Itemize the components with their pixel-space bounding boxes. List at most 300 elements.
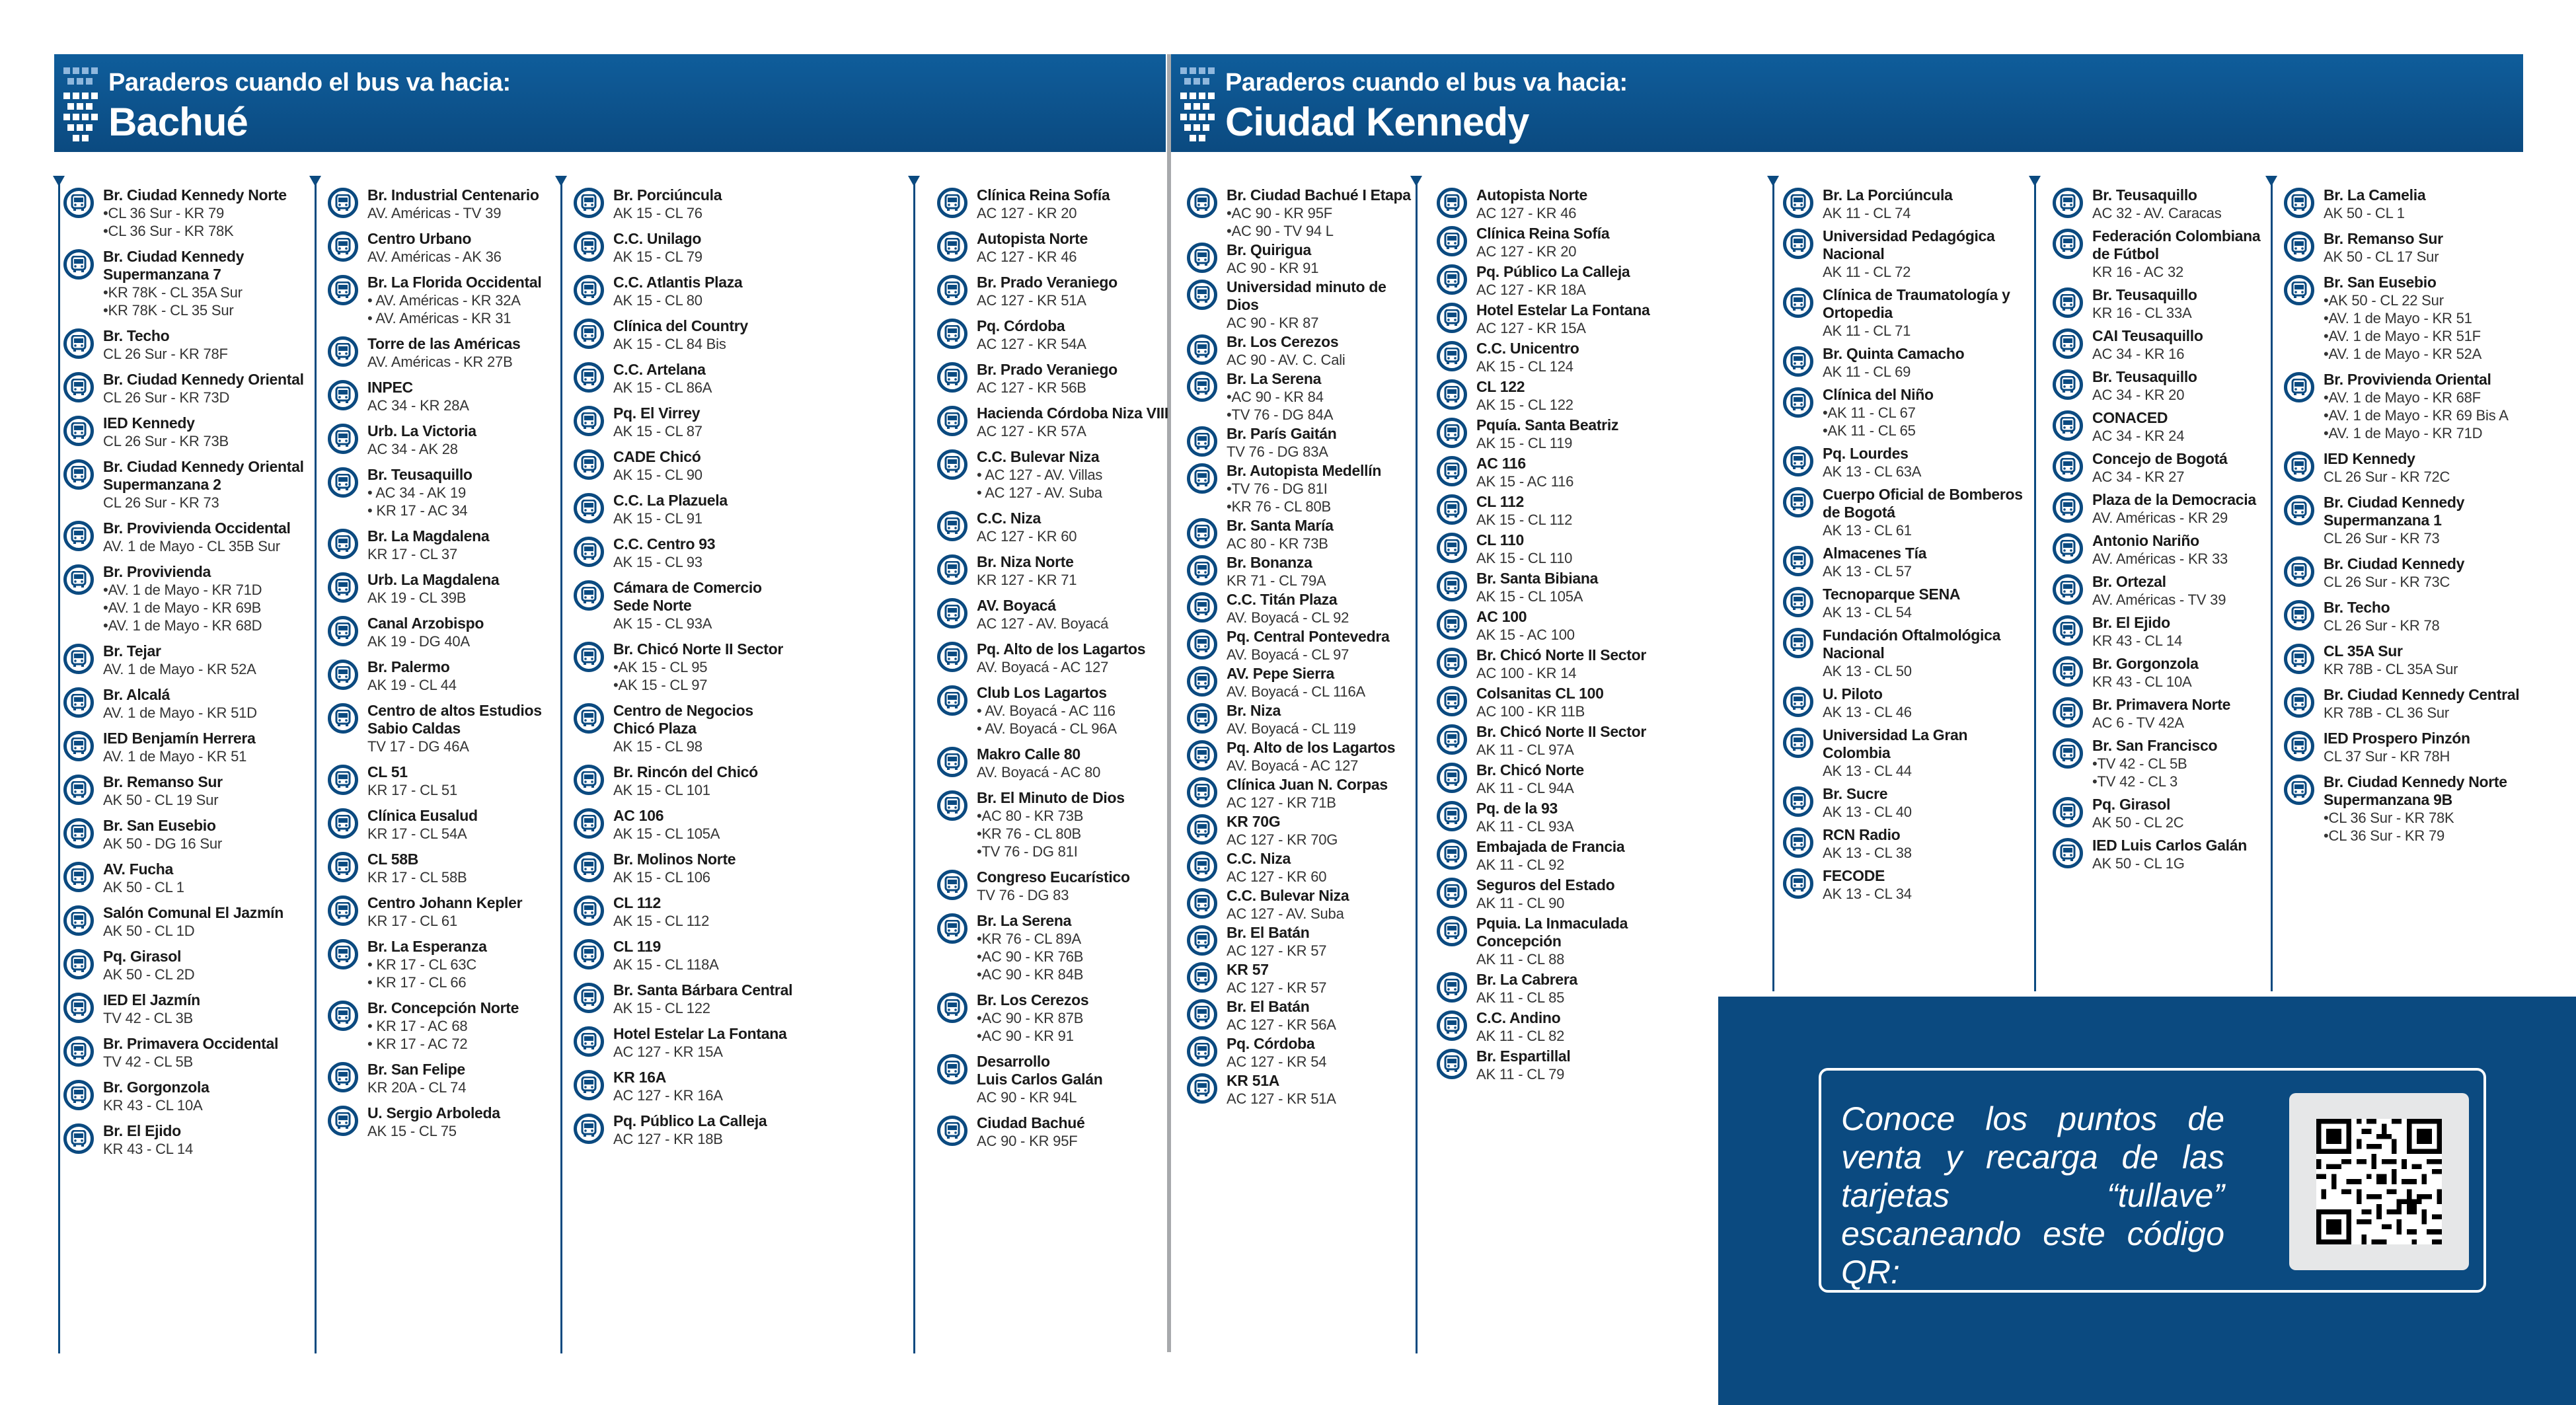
bus-stop-icon — [1437, 226, 1467, 256]
bus-stop-icon — [63, 1036, 94, 1067]
stop-item — [1783, 826, 2034, 862]
stop-name: RCN Radio — [1823, 826, 1901, 843]
bus-stop-icon — [2053, 492, 2083, 523]
stop-item — [2053, 368, 2277, 404]
bus-stop-icon — [328, 852, 358, 882]
stop-address: AC 127 - KR 71B — [1227, 794, 1336, 811]
bus-stop-icon — [2053, 410, 2083, 441]
stop-name: Pq. Central Pontevedra — [1227, 628, 1390, 645]
stop-name: Br. Ciudad Kennedy Supermanzana 7 — [103, 248, 245, 283]
stop-address: AK 11 - CL 74 — [1823, 205, 1911, 221]
stop-address: •TV 76 - DG 81I •KR 76 - CL 80B — [1227, 480, 1331, 515]
stop-address: AK 15 - CL 75 — [367, 1123, 457, 1139]
stop-address: AK 13 - CL 61 — [1823, 522, 1912, 539]
bus-stop-icon — [63, 249, 94, 280]
bus-stop-icon — [328, 1106, 358, 1136]
bus-stop-icon — [63, 564, 94, 595]
stop-address: AV. Américas - AK 36 — [367, 248, 502, 265]
stop-name: U. Piloto — [1823, 685, 1883, 702]
stop-name: Centro de Negocios Chicó Plaza — [613, 702, 753, 737]
bus-stop-icon — [937, 790, 967, 821]
stop-item — [63, 1079, 308, 1114]
stop-name: Br. El Ejido — [2092, 614, 2170, 631]
stop-item — [1187, 186, 1412, 240]
bus-stop-icon — [574, 983, 604, 1013]
stop-name: Br. Porciúncula — [613, 186, 722, 204]
bus-stop-icon — [1187, 592, 1217, 623]
bus-stop-icon — [1187, 188, 1217, 218]
stops-list — [1783, 186, 2034, 908]
stop-name: AV. Fucha — [103, 860, 173, 878]
stop-item — [2284, 730, 2568, 765]
stop-name: Pq. Lourdes — [1823, 445, 1909, 462]
stop-address: • AC 34 - AK 19 • KR 17 - AC 34 — [367, 484, 468, 519]
bus-stop-icon — [328, 660, 358, 690]
bus-stop-icon — [1187, 703, 1217, 734]
stop-item — [1437, 608, 1675, 644]
stop-item — [574, 317, 904, 353]
stop-name: Cámara de Comercio Sede Norte — [613, 579, 762, 614]
stop-name: C.C. Niza — [1227, 850, 1291, 867]
stop-name: Br. La Florida Occidental — [367, 274, 542, 291]
stop-item — [2053, 737, 2277, 790]
route-line — [1416, 184, 1418, 1353]
stop-item — [1187, 462, 1412, 515]
bus-stop-icon — [2284, 556, 2314, 587]
stop-item — [937, 361, 1168, 397]
stop-address: AC 34 - KR 27 — [2092, 469, 2185, 485]
stop-name: C.C. La Plazuela — [613, 492, 728, 509]
stop-name: Autopista Norte — [977, 230, 1088, 247]
stop-name: Br. Espartillal — [1476, 1047, 1571, 1065]
stop-name: Concejo de Bogotá — [2092, 450, 2228, 467]
stop-name: CL 119 — [613, 938, 661, 955]
stop-item — [1187, 961, 1412, 997]
stop-name: C.C. Atlantis Plaza — [613, 274, 743, 291]
stop-address: KR 20A - CL 74 — [367, 1079, 467, 1096]
stop-address: AK 15 - CL 80 — [613, 292, 702, 309]
stop-item — [2284, 494, 2568, 547]
stop-item — [2053, 409, 2277, 445]
stop-name: Pq. Público La Calleja — [613, 1112, 767, 1129]
stop-address: AC 100 - KR 11B — [1476, 703, 1585, 720]
stop-item — [2053, 450, 2277, 486]
header-destination: Bachué — [108, 100, 248, 144]
stop-item — [1783, 627, 2034, 680]
stop-item — [937, 745, 1168, 781]
stop-name: Federación Colombiana de Fútbol — [2092, 227, 2261, 262]
stop-name: Br. Bonanza — [1227, 554, 1312, 571]
stop-item — [2053, 286, 2277, 322]
stop-address: •AC 90 - KR 87B •AC 90 - KR 91 — [977, 1010, 1084, 1044]
stop-name: Clínica del Country — [613, 317, 748, 334]
stop-item — [574, 361, 904, 397]
qr-code-icon[interactable] — [2316, 1119, 2442, 1244]
stop-item — [1783, 726, 2034, 780]
stop-name: Pq. Público La Calleja — [1476, 263, 1630, 280]
stop-name: AV. Boyacá — [977, 597, 1056, 614]
stop-address: AK 15 - CL 93 — [613, 554, 702, 570]
stop-item — [1437, 378, 1675, 414]
stop-address: CL 26 Sur - KR 73 — [103, 494, 219, 511]
stop-address: •AV. 1 de Mayo - KR 71D •AV. 1 de Mayo - KR 69B •AV. 1 de Mayo - KR 68D — [103, 582, 262, 634]
stop-item — [63, 1122, 308, 1158]
bus-stop-icon — [328, 380, 358, 410]
stop-name: C.C. Unilago — [613, 230, 702, 247]
bus-stop-icon — [1783, 387, 1813, 418]
bus-stop-icon — [1783, 229, 1813, 259]
bus-stop-icon — [2053, 287, 2083, 318]
stop-address: AV. Boyacá - CL 116A — [1227, 683, 1366, 700]
stop-name: Br. París Gaitán — [1227, 425, 1337, 442]
stop-name: Salón Comunal El Jazmín — [103, 904, 284, 921]
stop-address: AC 127 - KR 54 — [1227, 1053, 1327, 1070]
stop-address: KR 78B - CL 35A Sur — [2324, 661, 2458, 677]
stop-item — [328, 658, 552, 694]
stop-name: Br. Los Cerezos — [1227, 333, 1339, 350]
stop-name: Br. Autopista Medellín — [1227, 462, 1382, 479]
bus-stop-icon — [63, 372, 94, 402]
stop-address: AK 15 - CL 91 — [613, 510, 702, 527]
stop-name: Br. Chicó Norte — [1476, 761, 1584, 778]
stop-address: •AK 11 - CL 67 •AK 11 - CL 65 — [1823, 404, 1916, 439]
stop-address: KR 17 - CL 58B — [367, 869, 467, 886]
stop-address: AV. Américas - KR 27B — [367, 354, 513, 370]
bus-stop-icon — [574, 808, 604, 839]
stop-item — [574, 448, 904, 484]
stop-item — [2284, 555, 2568, 591]
stop-item — [1783, 445, 2034, 480]
stop-item — [1783, 227, 2034, 281]
stop-name: Br. Chicó Norte II Sector — [613, 640, 784, 658]
bus-stop-icon — [1437, 916, 1467, 946]
stop-name: Br. Ciudad Kennedy Norte Supermanzana 9B — [2324, 773, 2507, 808]
bus-stop-icon — [937, 319, 967, 349]
bus-stop-icon — [1437, 763, 1467, 793]
stop-name: C.C. Andino — [1476, 1009, 1561, 1026]
stop-address: AK 15 - CL 105A — [613, 825, 720, 842]
stop-item — [1187, 776, 1412, 812]
bus-stop-icon — [1187, 371, 1217, 402]
stop-item — [63, 642, 308, 678]
stop-address: AC 127 - KR 54A — [977, 336, 1086, 352]
stop-name: Br. Ciudad Bachué I Etapa — [1227, 186, 1411, 204]
bus-stop-icon — [937, 275, 967, 305]
stop-address: AK 50 - DG 16 Sur — [103, 835, 223, 852]
stop-name: Club Los Lagartos — [977, 684, 1107, 701]
stop-name: Clínica Reina Sofía — [1476, 225, 1610, 242]
stop-item — [328, 1104, 552, 1140]
bus-stop-icon — [937, 642, 967, 672]
stop-address: AK 50 - CL 1G — [2092, 855, 2185, 872]
header-subtitle: Paraderos cuando el bus va hacia: — [1225, 69, 1628, 96]
stop-name: Br. Gorgonzola — [103, 1079, 209, 1096]
stop-address: AC 127 - KR 16A — [613, 1087, 723, 1104]
stop-item — [574, 492, 904, 527]
bus-stop-icon — [63, 521, 94, 551]
stop-address: AC 127 - KR 18B — [613, 1131, 723, 1147]
stop-name: Br. Ciudad Kennedy Norte — [103, 186, 287, 204]
bus-stop-icon — [1187, 777, 1217, 808]
stop-name: KR 16A — [613, 1069, 667, 1086]
stop-item — [1187, 813, 1412, 849]
stop-name: Br. San Eusebio — [2324, 274, 2437, 291]
stop-address: •AV. 1 de Mayo - KR 68F •AV. 1 de Mayo - KR 69 Bis A •AV. 1 de Mayo - KR 71D — [2324, 389, 2509, 441]
stops-list — [2284, 186, 2568, 853]
stop-item — [1783, 286, 2034, 340]
stop-address: • KR 17 - AC 68 • KR 17 - AC 72 — [367, 1018, 468, 1052]
stop-name: Br. Provivienda Occidental — [103, 519, 291, 537]
stop-item — [1437, 685, 1675, 720]
stop-item — [2284, 450, 2568, 486]
stop-address: AK 50 - CL 1D — [103, 923, 195, 939]
bus-stop-icon — [63, 775, 94, 805]
bus-stop-icon — [63, 949, 94, 979]
stop-item — [328, 999, 552, 1053]
bus-stop-icon — [574, 362, 604, 393]
stop-address: CL 26 Sur - KR 78 — [2324, 617, 2440, 634]
stop-address: AV. Américas - KR 29 — [2092, 510, 2228, 526]
stop-name: Br. Concepción Norte — [367, 999, 519, 1016]
stop-item — [574, 1112, 904, 1148]
stop-name: Centro Urbano — [367, 230, 472, 247]
bus-stop-icon — [328, 275, 358, 305]
stops-list — [937, 186, 1168, 1158]
stop-address: AK 15 - CL 101 — [613, 782, 710, 798]
bus-stop-icon — [1783, 487, 1813, 517]
bus-stop-icon — [1187, 1036, 1217, 1067]
stop-name: Br. Los Cerezos — [977, 991, 1089, 1008]
stop-name: Pquía. Santa Beatriz — [1476, 416, 1619, 434]
stop-address: AK 11 - CL 94A — [1476, 780, 1574, 796]
stop-name: Pq. Alto de los Lagartos — [977, 640, 1146, 658]
bus-stop-icon — [574, 939, 604, 969]
stop-item — [63, 730, 308, 765]
bus-stop-icon — [328, 424, 358, 454]
qr-info-box — [1718, 997, 2576, 1405]
stop-name: Br. El Ejido — [103, 1122, 181, 1139]
bus-stop-icon — [937, 993, 967, 1023]
bus-stop-icon — [2053, 533, 2083, 564]
bus-stop-icon — [1187, 740, 1217, 771]
stop-name: Br. Rincón del Chicó — [613, 763, 758, 780]
stop-item — [2053, 696, 2277, 732]
stop-item — [328, 763, 552, 799]
stop-name: KR 51A — [1227, 1072, 1280, 1089]
stop-address: AK 11 - CL 82 — [1476, 1028, 1565, 1044]
stop-item — [574, 1069, 904, 1104]
stop-item — [1437, 838, 1675, 874]
stop-item — [1187, 333, 1412, 369]
stop-name: Br. Remanso Sur — [2324, 230, 2443, 247]
bus-stop-icon — [937, 362, 967, 393]
bus-stop-icon — [63, 1080, 94, 1110]
bus-stop-icon — [1437, 379, 1467, 410]
stop-name: AC 100 — [1476, 608, 1527, 625]
stop-address: AK 50 - CL 2C — [2092, 814, 2184, 831]
bus-stop-icon — [1187, 518, 1217, 549]
stop-address: AK 15 - CL 84 Bis — [613, 336, 726, 352]
stop-name: Br. Chicó Norte II Sector — [1476, 646, 1647, 664]
stop-name: Br. Techo — [103, 327, 170, 344]
bus-stop-icon — [2284, 731, 2314, 761]
header-ciudad-kennedy — [1171, 54, 2523, 152]
stop-name: Clínica Reina Sofía — [977, 186, 1110, 204]
stop-item — [937, 553, 1168, 589]
stop-address: AC 6 - TV 42A — [2092, 714, 2184, 731]
bus-stop-icon — [63, 687, 94, 718]
stop-item — [1437, 225, 1675, 260]
stop-address: AV. 1 de Mayo - CL 35B Sur — [103, 538, 280, 554]
stop-address: AC 34 - KR 16 — [2092, 346, 2185, 362]
stop-name: C.C. Bulevar Niza — [977, 448, 1100, 465]
stop-name: CL 110 — [1476, 531, 1524, 549]
stop-name: Pq. El Virrey — [613, 404, 701, 422]
stop-name: Br. Niza — [1227, 702, 1281, 719]
stop-name: C.C. Bulevar Niza — [1227, 887, 1349, 904]
stop-name: Pq. Córdoba — [977, 317, 1065, 334]
stop-name: Clínica Eusalud — [367, 807, 478, 824]
bus-stop-icon — [2053, 229, 2083, 259]
stop-address: AK 11 - CL 93A — [1476, 818, 1574, 835]
stop-item — [63, 948, 308, 983]
stop-name: Ciudad Bachué — [977, 1114, 1085, 1131]
stop-address: AK 13 - CL 44 — [1823, 763, 1912, 779]
stop-address: AK 15 - CL 122 — [1476, 397, 1573, 413]
stop-name: Colsanitas CL 100 — [1476, 685, 1604, 702]
bus-stop-icon — [328, 231, 358, 262]
stop-item — [937, 597, 1168, 632]
bus-stop-icon — [1187, 814, 1217, 845]
stop-item — [1187, 998, 1412, 1034]
stop-item — [1437, 416, 1675, 452]
bus-stop-icon — [1437, 571, 1467, 601]
bus-stop-icon — [1437, 724, 1467, 755]
header-bachue — [54, 54, 1166, 152]
stop-item — [1187, 702, 1412, 738]
stop-address: AC 100 - KR 14 — [1476, 665, 1577, 681]
bus-stop-icon — [1783, 628, 1813, 658]
bus-stop-icon — [63, 644, 94, 674]
stop-name: Br. La Camelia — [2324, 186, 2426, 204]
stop-name: CL 112 — [613, 894, 661, 911]
stop-name: Br. Prado Veraniego — [977, 361, 1118, 378]
stop-item — [574, 274, 904, 309]
stops-list — [63, 186, 308, 1166]
stop-item — [574, 404, 904, 440]
stop-item — [574, 851, 904, 886]
stop-address: AK 15 - CL 86A — [613, 379, 712, 396]
stop-address: KR 127 - KR 71 — [977, 572, 1077, 588]
stop-name: Embajada de Francia — [1476, 838, 1625, 855]
stop-item — [1187, 850, 1412, 886]
stop-name: Br. Primavera Occidental — [103, 1035, 279, 1052]
stop-address: AC 90 - KR 95F — [977, 1133, 1078, 1149]
stop-item — [2284, 274, 2568, 363]
bus-stop-icon — [2284, 687, 2314, 718]
stop-address: AC 32 - AV. Caracas — [2092, 205, 2222, 221]
bus-stop-icon — [1187, 888, 1217, 919]
qr-frame — [1819, 1068, 2486, 1293]
bus-stop-icon — [63, 188, 94, 218]
stop-name: Universidad La Gran Colombia — [1823, 726, 1968, 761]
stop-address: AK 15 - CL 93A — [613, 615, 712, 632]
bus-stop-icon — [1437, 686, 1467, 716]
stop-address: AK 15 - CL 118A — [613, 956, 719, 973]
bus-stop-icon — [1783, 728, 1813, 758]
stop-address: AC 90 - KR 91 — [1227, 260, 1319, 276]
stop-item — [1437, 186, 1675, 222]
bus-stop-icon — [1437, 533, 1467, 563]
stop-name: Pq. Girasol — [2092, 796, 2171, 813]
stop-address: •CL 36 Sur - KR 79 •CL 36 Sur - KR 78K — [103, 205, 234, 239]
bus-stop-icon — [63, 862, 94, 892]
stop-name: CAI Teusaquillo — [2092, 327, 2203, 344]
stop-name: Torre de las Américas — [367, 335, 521, 352]
stop-item — [63, 327, 308, 363]
stop-item — [63, 186, 308, 240]
stop-address: AC 127 - KR 51A — [977, 292, 1086, 309]
stop-name: Br. Gorgonzola — [2092, 655, 2199, 672]
stop-address: AK 13 - CL 40 — [1823, 804, 1912, 820]
bus-stop-icon — [1187, 426, 1217, 457]
stop-name: AV. Pepe Sierra — [1227, 665, 1334, 682]
stop-item — [328, 186, 552, 222]
stop-name: Antonio Nariño — [2092, 532, 2199, 549]
stop-item — [63, 817, 308, 853]
stop-name: Urb. La Magdalena — [367, 571, 500, 588]
bus-stop-icon — [1783, 188, 1813, 218]
stop-address: • AV. Américas - KR 32A • AV. Américas - KR 31 — [367, 292, 521, 326]
bus-stop-icon — [2284, 275, 2314, 305]
stop-item — [937, 991, 1168, 1045]
bus-stop-icon — [328, 895, 358, 926]
bus-stop-icon — [937, 406, 967, 436]
bus-stop-icon — [574, 449, 604, 480]
bus-stop-icon — [2284, 600, 2314, 630]
qr-code-card[interactable] — [2289, 1093, 2469, 1270]
stop-name: FECODE — [1823, 867, 1885, 884]
stop-name: Autopista Norte — [1476, 186, 1588, 204]
bus-stop-icon — [937, 511, 967, 541]
bus-stop-icon — [1783, 786, 1813, 817]
stop-address: AK 15 - CL 112 — [613, 913, 710, 929]
bus-stop-icon — [328, 703, 358, 734]
bus-stop-icon — [328, 808, 358, 839]
stop-address: AC 127 - KR 56A — [1227, 1016, 1336, 1033]
stop-name: IED Luis Carlos Galán — [2092, 837, 2247, 854]
stop-address: •AC 90 - KR 95F •AC 90 - TV 94 L — [1227, 205, 1334, 239]
stop-item — [63, 248, 308, 319]
stop-name: AC 106 — [613, 807, 664, 824]
stop-address: AV. Américas - TV 39 — [367, 205, 502, 221]
bus-stop-icon — [937, 231, 967, 262]
stop-item — [574, 981, 904, 1017]
stop-name: Br. Ciudad Kennedy Central — [2324, 686, 2520, 703]
stop-name: CADE Chicó — [613, 448, 701, 465]
stop-item — [1187, 517, 1412, 552]
stop-item — [1187, 924, 1412, 960]
stop-item — [574, 535, 904, 571]
stop-name: Br. La Serena — [1227, 370, 1322, 387]
stop-name: Br. Remanso Sur — [103, 773, 223, 790]
stop-item — [2284, 686, 2568, 722]
bus-stop-icon — [1187, 555, 1217, 586]
stop-address: AC 127 - KR 70G — [1227, 831, 1338, 848]
stop-address: •CL 36 Sur - KR 78K •CL 36 Sur - KR 79 — [2324, 810, 2454, 844]
stop-name: CONACED — [2092, 409, 2168, 426]
stop-item — [574, 186, 904, 222]
